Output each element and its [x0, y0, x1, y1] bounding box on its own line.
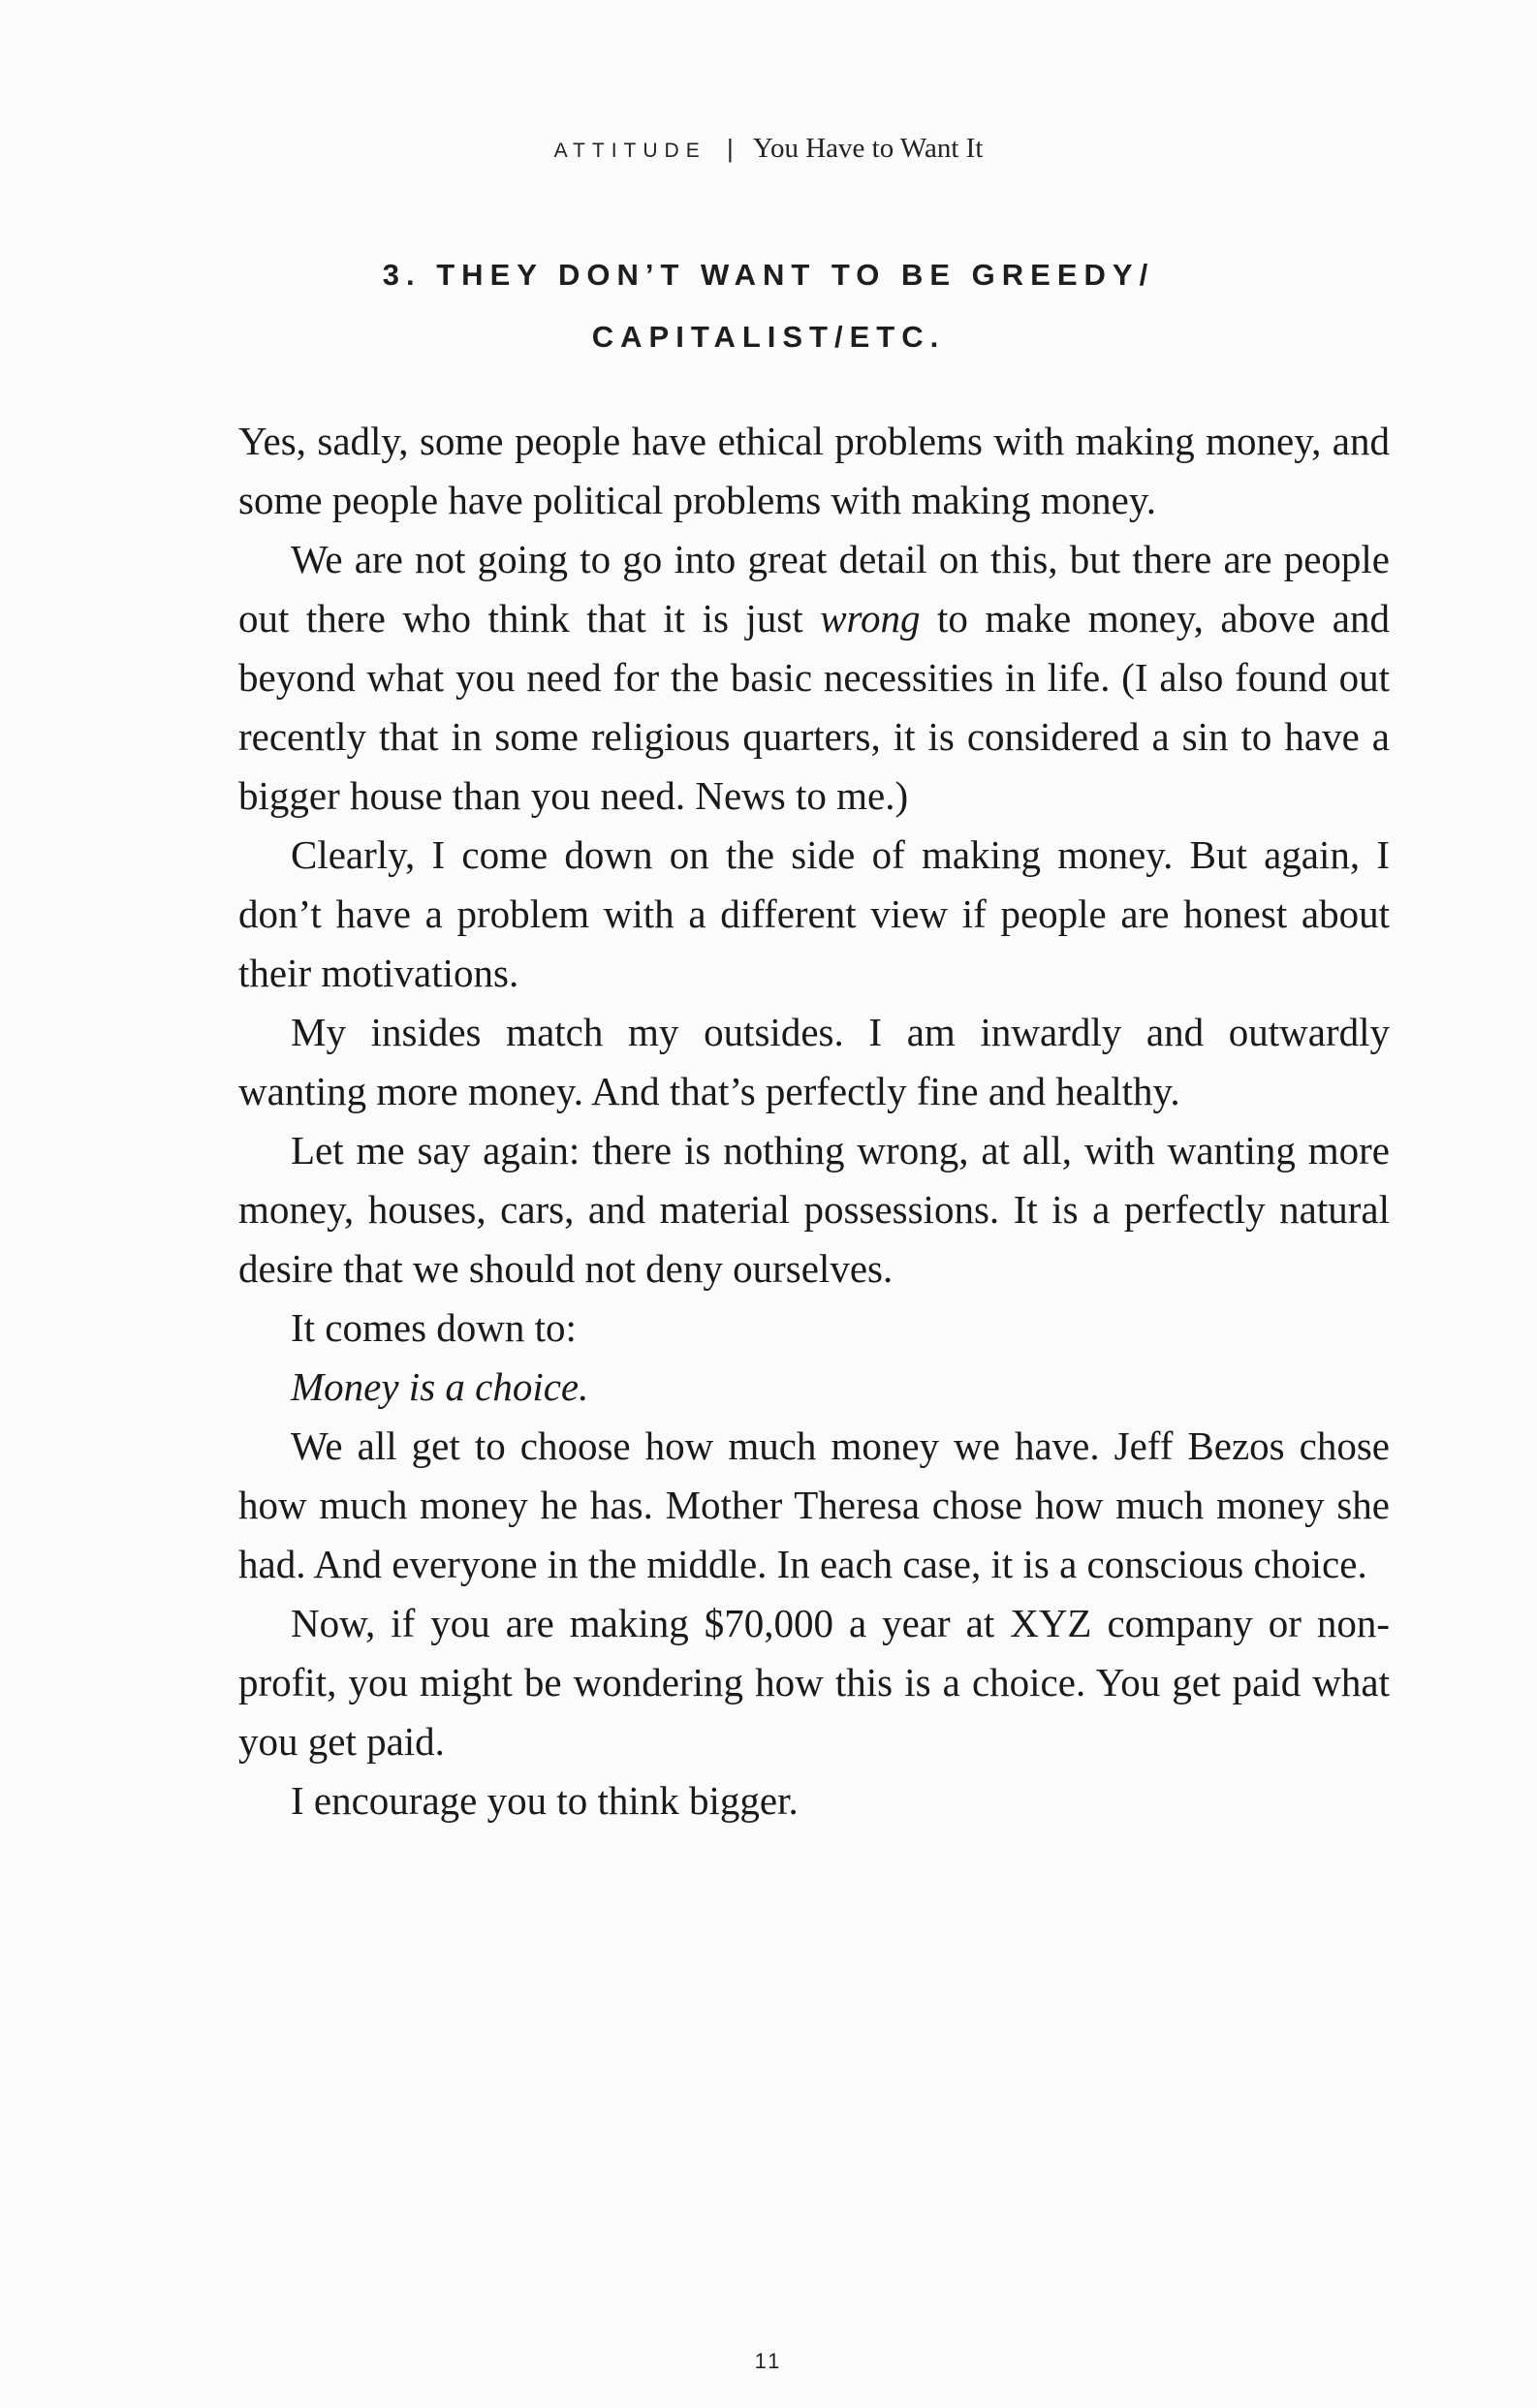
section-heading [0, 244, 1537, 368]
paragraph-3: Clearly, I come down on the side of making money. But again, I don’t have a problem with a different view if people are honest about their motivations. [238, 832, 1390, 995]
running-head [0, 133, 1537, 165]
section-heading-line-2: CAPITALIST/ETC. [591, 320, 946, 354]
paragraph-4: My insides match my outsides. I am inwardly and outwardly wanting more money. And that’s perfectly fine and healthy. [238, 1010, 1390, 1113]
paragraph-2-after: to make money, above and beyond what you need for the basic necessities in life. (I also found out recently that in some religious quarters, it is considered a sin to have a bigger house than you need. News to me.) [238, 596, 1390, 818]
paragraph-1: Yes, sadly, some people have ethical problems with making money, and some people have political problems with making money. [238, 419, 1390, 522]
paragraph-2-emphasis: wrong [820, 596, 921, 641]
running-head-section: ATTITUDE [553, 140, 706, 162]
paragraph-2 [238, 530, 1390, 826]
page-number: 11 [754, 2349, 783, 2373]
section-heading-line-1: 3. THEY DON’T WANT TO BE GREEDY/ [382, 258, 1155, 292]
paragraph-6: It comes down to: [291, 1305, 577, 1350]
paragraph-7-italic: Money is a choice. [291, 1364, 589, 1409]
paragraph-2-before: We are not going to go into great detail on this, but there are people out there who think that it is just [238, 537, 1390, 641]
running-head-chapter: You Have to Want It [752, 133, 984, 164]
body-text [238, 412, 1390, 1830]
paragraph-9: Now, if you are making $70,000 a year at XYZ company or non-profit, you might be wondering how this is a choice. You get paid what you get paid. [238, 1601, 1390, 1764]
paragraph-8: We all get to choose how much money we have. Jeff Bezos chose how much money he has. Mother Theresa chose how much money she had. And everyone in the middle. In each case, it is a conscious choice. [238, 1423, 1390, 1586]
running-head-separator: | [726, 134, 734, 163]
paragraph-5: Let me say again: there is nothing wrong, at all, with wanting more money, houses, cars, and material possessions. It is a perfectly natural desire that we should not deny ourselves. [238, 1128, 1390, 1291]
paragraph-10: I encourage you to think bigger. [291, 1778, 799, 1823]
